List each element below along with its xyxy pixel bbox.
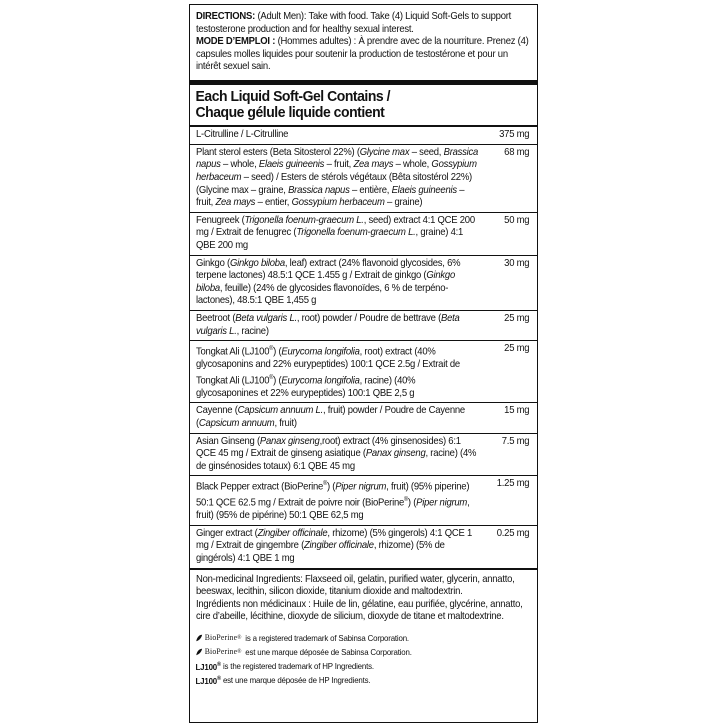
latin-name: Eurycoma longifolia <box>281 346 360 358</box>
latin-name: Trigonella foenum-graecum L. <box>296 227 416 239</box>
ingredient-text: – seed, <box>409 146 444 158</box>
ingredient-row-content <box>196 478 529 523</box>
ingredient-name <box>196 405 479 430</box>
ingredient-row <box>190 256 537 311</box>
latin-name: Glycine max <box>359 146 410 158</box>
bioperine-logo <box>196 647 242 658</box>
non-medicinal-section <box>190 570 537 627</box>
ingredient-amount: 0.25 mg <box>496 527 530 539</box>
ingredient-row <box>190 526 537 570</box>
directions-fr-text: (Hommes adultes) : À prendre avec de la nourriture. Prenez (4) capsules molles liquides pour soutenir la production de testostérone et pour un intérêt sexuel sain. <box>196 36 529 73</box>
latin-name: Piper nigrum <box>416 497 468 509</box>
latin-name: Capsicum annuum <box>198 417 275 429</box>
latin-name: Beta vulgaris L. <box>235 313 297 324</box>
ingredient-text: , fruit) (95% de pipérine) 50:1 QBE 62,5 mg <box>196 497 470 522</box>
ingredient-text: – seed) / Esters de stérols végétaux (Bêta sitostérol 22%) (Glycine max – graine, <box>196 172 472 196</box>
registered-mark: ® <box>269 346 274 353</box>
ingredient-text: , rhizome) (5% gingerols) 4:1 QCE 1 mg / Extrait de gingembre ( <box>196 527 472 552</box>
ingredient-row <box>190 403 537 433</box>
trademark-lj100-en <box>196 659 530 673</box>
ingredient-name <box>196 215 479 253</box>
ingredient-amount: 50 mg <box>504 214 530 226</box>
ingredient-text: , racine) (4% de ginsénosides totaux) 6:1 QBE 45 mg <box>196 448 477 472</box>
ingredient-list <box>190 127 537 569</box>
ingredient-text: – whole, <box>393 159 432 171</box>
ingredient-row <box>190 127 537 145</box>
ingredient-text: , graine) 4:1 QBE 200 mg <box>196 227 464 252</box>
ingredient-text: – entier, <box>255 197 292 209</box>
ingredient-text: – graine) <box>384 197 423 209</box>
ingredient-amount: 1.25 mg <box>496 478 530 490</box>
ingredient-text: , seed) extract 4:1 QCE 200 mg / Extrait de fenugrec ( <box>196 214 475 239</box>
ingredient-text: , leaf) extract (24% flavonoid glycosides, 6% terpene lactones) 48.5:1 QCE 1.455 g / Extrait de ginkgo ( <box>196 257 461 282</box>
latin-name: Ginkgo biloba <box>229 257 285 269</box>
ingredient-name <box>196 478 479 523</box>
ingredient-text: Ginger extract ( <box>196 527 258 539</box>
ingredient-text: ) ( <box>326 481 336 493</box>
lj100-en-text: is the registered trademark of HP Ingredients. <box>222 660 374 671</box>
ingredient-row-content <box>196 258 529 308</box>
bioperine-logo-text: BioPerine <box>204 632 238 642</box>
lj100-reg: ® <box>217 675 221 682</box>
directions-en <box>196 11 529 36</box>
directions-fr <box>196 36 529 74</box>
latin-name: Gossypium herbaceum <box>196 159 477 184</box>
ingredient-text: Tongkat Ali (LJ100 <box>196 346 270 358</box>
latin-name: Elaeis guineenis <box>391 184 457 196</box>
ingredient-row-content <box>196 343 529 400</box>
latin-name: Brassica napus <box>288 184 350 196</box>
ingredient-amount: 30 mg <box>504 257 530 269</box>
latin-name: Gossypium herbaceum <box>291 197 385 209</box>
latin-name: Capsicum annuum L. <box>237 405 323 417</box>
latin-name: Eurycoma longifolia <box>281 375 360 387</box>
latin-name: Beta vulgaris L. <box>196 313 460 337</box>
ingredient-text: Beetroot ( <box>196 313 236 324</box>
ingredient-name <box>196 147 479 210</box>
contents-heading-en: Each Liquid Soft-Gel Contains / <box>195 87 391 105</box>
ingredient-text: , feuille) (24% de glycosides flavonoïdes, 6 % de terpéno-lactones), 48.5:1 QBE 1,455 g <box>196 282 449 307</box>
ingredient-text: , root) extract (40% glycosaponins and 22% eurypeptides) 100:1 QCE 2.5g / Extrait de Tongkat Ali (LJ100 <box>196 346 460 387</box>
ingredient-name <box>196 313 479 338</box>
bioperine-fr-text: est une marque déposée de Sabinsa Corporation. <box>245 646 412 657</box>
ingredient-text: Plant sterol esters (Beta Sitosterol 22%) ( <box>196 146 360 158</box>
ingredient-text: – entière, <box>349 184 392 196</box>
ingredient-text: Fenugreek ( <box>196 214 245 226</box>
latin-name: Zingiber officinale <box>303 540 374 552</box>
ingredient-text: Black Pepper extract (BioPerine <box>196 481 324 493</box>
latin-name: Panax ginseng <box>259 435 320 447</box>
ingredient-row-content <box>196 405 529 430</box>
ingredient-row-content <box>196 147 529 210</box>
ingredient-text: – whole, <box>220 159 259 171</box>
bioperine-reg: ® <box>237 634 242 641</box>
latin-name: Trigonella foenum-graecum L. <box>244 214 364 226</box>
registered-mark: ® <box>323 481 327 488</box>
ingredient-name <box>196 343 479 400</box>
ingredient-row-content <box>196 215 529 253</box>
ingredient-row-content <box>196 313 529 338</box>
ingredient-text: ) ( <box>273 346 282 358</box>
ingredient-text: Ginkgo ( <box>196 257 230 269</box>
ingredient-row-content <box>196 436 529 474</box>
ingredient-row <box>190 311 537 341</box>
ingredient-text: ) ( <box>273 375 282 387</box>
ingredient-text: , root) powder / Poudre de bettrave ( <box>296 313 441 324</box>
directions-en-label: DIRECTIONS: <box>196 11 256 22</box>
trademark-bioperine-en <box>196 631 530 645</box>
ingredient-row <box>190 476 537 526</box>
ingredient-row <box>190 434 537 477</box>
supplement-facts-panel <box>189 4 538 723</box>
contents-heading-fr: Chaque gélule liquide contient <box>195 104 385 122</box>
ingredient-text: , fruit) (95% piperine) 50:1 QCE 62.5 mg / Extrait de poivre noir (BioPerine <box>196 481 470 509</box>
bioperine-reg: ® <box>237 648 242 655</box>
ingredient-name <box>196 528 479 566</box>
ingredient-amount: 15 mg <box>504 405 530 417</box>
latin-name: Piper nigrum <box>335 481 387 493</box>
ingredient-text: L-Citrulline / L-Citrulline <box>196 129 289 141</box>
ingredient-row <box>190 341 537 403</box>
lj100-logo-text: LJ100 <box>195 661 218 672</box>
ingredient-text: , fruit) powder / Poudre de Cayenne ( <box>196 405 465 429</box>
ingredient-text: , fruit) <box>274 417 297 429</box>
ingredient-text: – fruit, <box>196 184 465 209</box>
bioperine-logo-text: BioPerine <box>204 646 238 656</box>
ingredient-text: Asian Ginseng ( <box>196 435 260 447</box>
latin-name: Ginkgo biloba <box>196 270 455 294</box>
trademark-notes <box>190 631 535 687</box>
ingredient-amount: 7.5 mg <box>501 435 530 447</box>
ingredient-text: ) ( <box>407 497 417 509</box>
latin-name: Zingiber officinale <box>257 527 328 539</box>
latin-name: Zea mays <box>215 197 256 209</box>
lj100-logo-text: LJ100 <box>195 675 218 686</box>
ingredient-row <box>190 213 537 256</box>
bioperine-logo <box>196 633 242 644</box>
contents-heading <box>190 85 535 125</box>
ingredient-row-content <box>196 129 529 142</box>
latin-name: Elaeis guineenis <box>258 159 325 171</box>
registered-mark: ® <box>269 374 274 381</box>
ingredient-text: – fruit, <box>324 159 354 171</box>
latin-name: Panax ginseng <box>365 448 426 460</box>
trademark-lj100-fr <box>196 673 530 687</box>
non-medicinal-fr: Ingrédients non médicinaux : Huile de lin, gélatine, eau purifiée, glycérine, annatto, cire d’abeille, lécithine, dioxyde de silicium, dioxyde de titane et maltodextrine. <box>196 598 523 623</box>
ingredient-text: , racine) <box>236 325 269 337</box>
ingredient-row <box>190 145 537 213</box>
latin-name: Brassica napus <box>196 146 479 171</box>
ingredient-row-content <box>196 528 529 566</box>
lj100-reg: ® <box>217 661 221 668</box>
bioperine-en-text: is a registered trademark of Sabinsa Corporation. <box>245 632 409 643</box>
directions-en-text: (Adult Men): Take with food. Take (4) Liquid Soft-Gels to support testosterone production and for healthy sexual interest. <box>196 11 512 35</box>
ingredient-text: ,root) extract (4% ginsenosides) 6:1 QCE 45 mg / Extrait de ginseng asiatique ( <box>196 435 461 460</box>
leaf-icon <box>196 634 203 642</box>
ingredient-text: , racine) (40% glycosaponines et 22% eurypeptides) 100:1 QBE 2,5 g <box>196 375 416 399</box>
ingredient-amount: 375 mg <box>499 129 530 141</box>
ingredient-text: , rhizome) (5% de gingérols) 4:1 QBE 1 mg <box>196 540 445 565</box>
lj100-fr-text: est une marque déposée de HP Ingredients. <box>222 674 371 685</box>
leaf-icon <box>196 648 203 656</box>
lj100-logo <box>196 674 221 686</box>
directions-section <box>190 5 537 80</box>
ingredient-amount: 68 mg <box>504 146 530 158</box>
ingredient-name <box>196 436 479 474</box>
directions-fr-label: MODE D’EMPLOI : <box>196 36 276 48</box>
trademark-bioperine-fr <box>196 645 530 659</box>
non-medicinal-en: Non-medicinal Ingredients: Flaxseed oil, gelatin, purified water, glycerin, annatto, beeswax, lecithin, silicon dioxide, titanium dioxide and maltodextrin. <box>196 573 515 598</box>
lj100-logo <box>196 660 221 672</box>
ingredient-text: Cayenne ( <box>196 405 238 417</box>
registered-mark: ® <box>404 497 408 504</box>
ingredient-name <box>196 129 479 142</box>
ingredient-name <box>196 258 479 308</box>
ingredient-amount: 25 mg <box>504 343 530 355</box>
latin-name: Zea mays <box>353 159 394 171</box>
ingredient-amount: 25 mg <box>504 313 530 324</box>
